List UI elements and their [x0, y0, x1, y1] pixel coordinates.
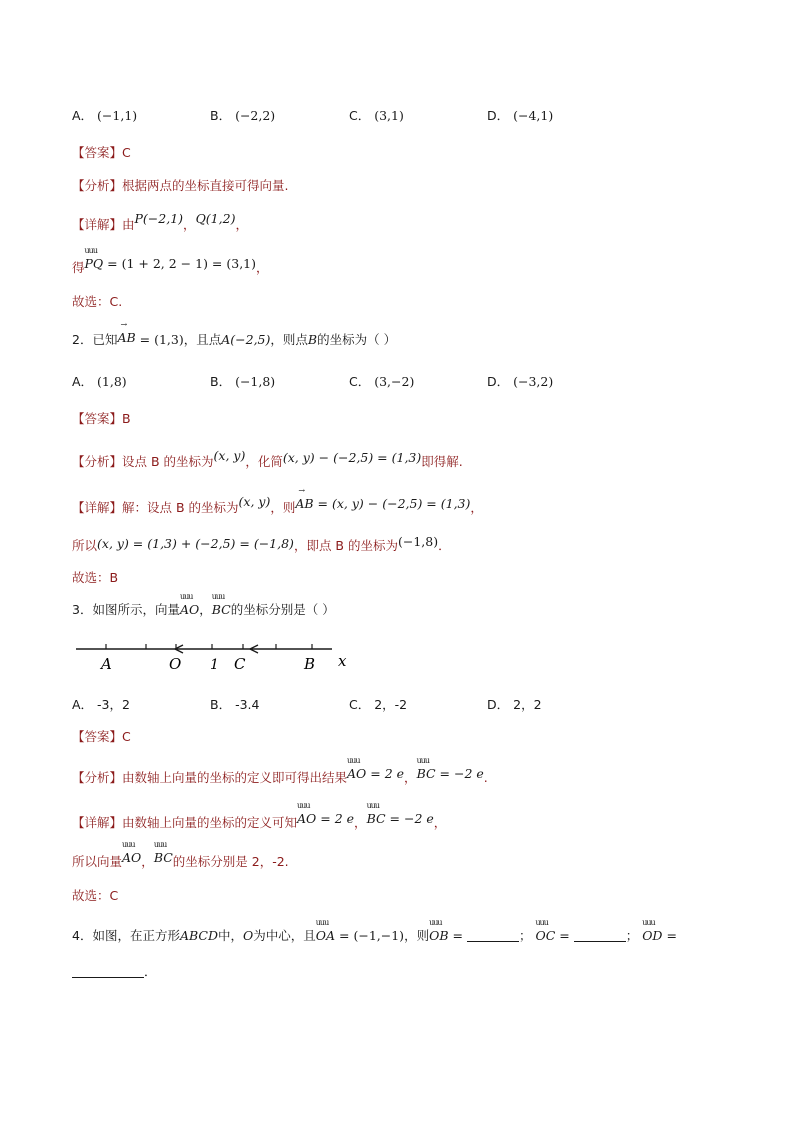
q1-choice: 故选：C.: [72, 294, 123, 309]
q2-option-b: B． (−1,8): [210, 374, 276, 389]
label-a: A: [101, 655, 112, 673]
label-b: B: [304, 655, 316, 673]
q2-option-d: D． (−3,2): [487, 374, 554, 389]
q4-stem: 4．如图，在正方形ABCD中，O为中心，且 uuu OA = (−1,−1)，则 uuu OB = ； uuu OC = ； uuu OD =: [72, 918, 677, 943]
q4-blank-ob[interactable]: [467, 940, 519, 942]
label-x: x: [338, 652, 347, 670]
q3-option-d: D． 2，2: [487, 697, 542, 712]
q1-detail: 【详解】由P(−2,1)，Q(1,2)，: [72, 211, 248, 232]
q3-choice: 故选：C: [72, 888, 119, 903]
q1-option-a: A． (−1,1): [72, 108, 138, 123]
q3-option-c: C． 2，-2: [349, 697, 408, 712]
q4-blank-od[interactable]: [72, 976, 144, 978]
label-c: C: [234, 655, 246, 673]
q1-option-d: D． (−4,1): [487, 108, 554, 123]
q1-result: 得 uuu PQ = (1 + 2, 2 − 1) = (3,1)，: [72, 246, 269, 275]
q3-option-b: B． -3.4: [210, 697, 260, 712]
q4-blank-oc[interactable]: [574, 940, 626, 942]
q1-analysis: 【分析】根据两点的坐标直接可得向量.: [72, 178, 289, 193]
q3-number-line-figure: [70, 636, 360, 678]
q2-choice: 故选：B: [72, 570, 119, 585]
q2-option-c: C． (3,−2): [349, 374, 415, 389]
q1-option-b: B． (−2,2): [210, 108, 276, 123]
q3-detail: 【详解】由数轴上向量的坐标的定义可知 uuu AO = 2 e， uuu BC = −2 e，: [72, 801, 447, 830]
q3-conclusion: 所以向量 uuu AO， uuu BC的坐标分别是 2，-2.: [72, 840, 289, 869]
q3-stem: 3．如图所示，向量 uuu AO， uuu BC的坐标分别是（ ）: [72, 592, 335, 617]
q3-option-a: A． -3，2: [72, 697, 130, 712]
q2-analysis: 【分析】设点 B 的坐标为(x, y)，化简(x, y) − (−2,5) = (1,3)即得解.: [72, 448, 463, 469]
q4-stem-continued: ．: [72, 962, 157, 980]
q3-answer: 【答案】C: [72, 729, 131, 744]
q2-answer: 【答案】B: [72, 411, 131, 426]
q2-option-a: A． (1,8): [72, 374, 127, 389]
label-1: 1: [210, 657, 219, 673]
q3-analysis: 【分析】由数轴上向量的坐标的定义即可得出结果 uuu AO = 2 e， uuu BC = −2 e.: [72, 756, 488, 785]
label-o: O: [169, 655, 182, 673]
q1-option-c: C． (3,1): [349, 108, 404, 123]
q2-conclusion: 所以(x, y) = (1,3) + (−2,5) = (−1,8)，即点 B 的坐标为(−1,8)．: [72, 534, 451, 553]
q2-detail: 【详解】解：设点 B 的坐标为(x, y)，则 → AB = (x, y) − (−2,5) = (1,3)，: [72, 486, 483, 515]
q1-answer: 【答案】C: [72, 145, 131, 160]
q2-stem: 2．已知 → AB = (1,3)，且点A(−2,5)，则点B的坐标为（ ）: [72, 320, 397, 347]
